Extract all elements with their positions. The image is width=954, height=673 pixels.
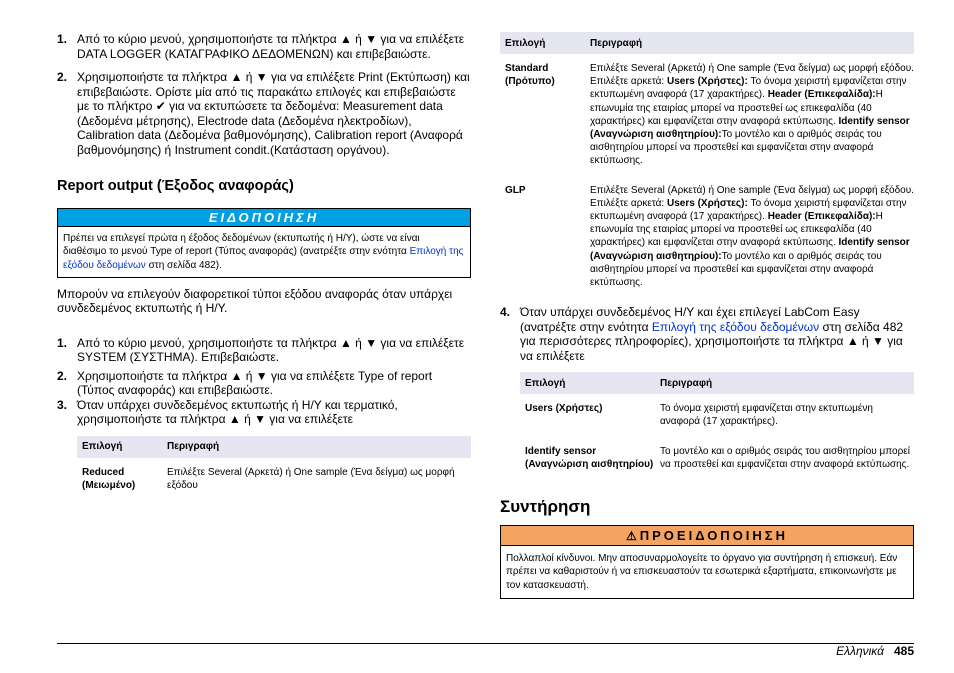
options-table-labcom bbox=[520, 372, 914, 479]
link-data-output[interactable]: Επιλογή της εξόδου δεδομένων bbox=[651, 319, 820, 334]
options-table-printer bbox=[500, 32, 914, 297]
step-number: 2. bbox=[57, 70, 68, 84]
left-column bbox=[57, 32, 471, 500]
notice-text: Πρέπει να επιλεγεί πρώτα η έξοδος δεδομένων (εκτυπωτής ή Η/Υ), ώστε να είναι διαθέσιμο το μενού Type of report (Τύπος αναφοράς) (ανατρέξτε στην ενότητα Επιλογή της εξόδου δεδομένων στη σελίδα 482). bbox=[63, 233, 464, 271]
step-text: Χρησιμοποιήστε τα πλήκτρα ▲ ή ▼ για να επιλέξετε Print (Εκτύπωση) και επιβεβαιώστε. Ορίστε μία από τις παρακάτω επιλογές και επιβεβαιώστε με το πλήκτρο ✔ για να εκτυπώσετε τα δεδομένα: Measurement data (Δεδομένα μέτρησης), Electrode data (Δεδομένα ηλεκτροδίων), Calibration data (Δεδομένα βαθμονόμησης), Calibration report (Αναφορά βαθμονόμησης) ή Instrument condit.(Κατάσταση οργάνου). bbox=[77, 70, 470, 157]
table-row bbox=[500, 54, 914, 176]
table-row bbox=[500, 176, 914, 298]
step-number: 3. bbox=[57, 397, 68, 412]
column-header: Περιγραφή bbox=[585, 32, 914, 54]
step-text: Χρησιμοποιήστε τα πλήκτρα ▲ ή ▼ για να επιλέξετε Type of report (Τύπος αναφοράς) και επιβεβαιώστε. bbox=[77, 368, 433, 398]
step-1b bbox=[57, 336, 471, 365]
step-4 bbox=[500, 305, 914, 363]
step-number: 1. bbox=[57, 32, 68, 46]
step-2b bbox=[57, 369, 471, 398]
option-name: Identify sensor (Αναγνώριση αισθητηρίου) bbox=[525, 445, 654, 470]
step-3b bbox=[57, 398, 471, 427]
table-row bbox=[520, 437, 914, 479]
step-text: Από το κύριο μενού, χρησιμοποιήστε τα πλήκτρα ▲ ή ▼ για να επιλέξετε SYSTEM (ΣΥΣΤΗΜΑ). Επιβεβαιώστε. bbox=[77, 335, 465, 365]
right-column bbox=[500, 32, 914, 599]
step-text: Όταν υπάρχει συνδεδεμένος Η/Υ και έχει επιλεγεί LabCom Easy (ανατρέξτε στην ενότητα Επιλογή της εξόδου δεδομένων στη σελίδα 482 για περισσότερες πληροφορίες), χρησιμοποιήστε τα πλήκτρα ▲ ή ▼ για να επιλέξετε bbox=[520, 305, 904, 363]
footer-language: Ελληνικά bbox=[836, 644, 884, 658]
column-header: Περιγραφή bbox=[162, 436, 471, 458]
table-header-row bbox=[520, 372, 914, 394]
table-header-row bbox=[500, 32, 914, 54]
step-number: 2. bbox=[57, 368, 68, 383]
option-description: Επιλέξτε Several (Αρκετά) ή One sample (Ένα δείγμα) ως μορφή εξόδου bbox=[167, 466, 455, 492]
option-name: Reduced (Μειωμένο) bbox=[82, 466, 136, 492]
option-description: Το μοντέλο και ο αριθμός σειράς του αισθητηρίου μπορεί να προστεθεί και εμφανίζεται στην αναφορά εκτύπωσης. bbox=[660, 445, 910, 470]
column-header: Επιλογή bbox=[520, 372, 655, 394]
table-header-row bbox=[77, 436, 471, 458]
notice-box bbox=[57, 208, 471, 278]
options-table-terminal bbox=[77, 436, 471, 500]
warning-header bbox=[501, 526, 913, 546]
link-data-output[interactable]: Επιλογή της εξόδου δεδομένων bbox=[63, 246, 464, 271]
table-row bbox=[520, 394, 914, 436]
section-title-report-output: Report output (Έξοδος αναφοράς) bbox=[57, 178, 294, 194]
warning-text: Πολλαπλοί κίνδυνοι. Μην αποσυναρμολογείτε το όργανο για συντήρηση ή επισκευή. Εάν πρέπει να καθαριστούν ή να επισκευαστούν τα εσωτερικά εξαρτήματα, επικοινωνήστε με τον κατασκευαστή. bbox=[506, 553, 898, 591]
notice-title: ΕΙΔΟΠΟΙΗΣΗ bbox=[58, 209, 470, 227]
option-description: Το όνομα χειριστή εμφανίζεται στην εκτυπωμένη αναφορά (17 χαρακτήρες). bbox=[660, 403, 873, 428]
step-number: 4. bbox=[500, 305, 511, 320]
intro-paragraph: Μπορούν να επιλεγούν διαφορετικοί τύποι εξόδου αναφοράς όταν υπάρχει συνδεδεμένος εκτυπωτής ή Η/Υ. bbox=[57, 286, 453, 316]
option-name: GLP bbox=[505, 184, 526, 196]
step-number: 1. bbox=[57, 335, 68, 350]
table-row bbox=[77, 458, 471, 500]
step-1a bbox=[57, 32, 471, 61]
step-text: Όταν υπάρχει συνδεδεμένος εκτυπωτής ή Η/Υ και τερματικό, χρησιμοποιήστε τα πλήκτρα ▲ ή ▼ για να επιλέξετε bbox=[77, 397, 398, 427]
footer-rule bbox=[57, 643, 914, 644]
column-header: Επιλογή bbox=[500, 32, 585, 54]
option-name: Standard (Πρότυπο) bbox=[505, 63, 555, 88]
step-text: Από το κύριο μενού, χρησιμοποιήστε τα πλήκτρα ▲ ή ▼ για να επιλέξετε DATA LOGGER (ΚΑΤΑΓΡΑΦΙΚΟ ΔΕΔΟΜΕΝΩΝ) και επιβεβαιώστε. bbox=[77, 32, 465, 61]
step-2a bbox=[57, 70, 471, 157]
warning-triangle-icon: ⚠ bbox=[625, 529, 637, 544]
page-footer bbox=[836, 644, 914, 658]
column-header: Περιγραφή bbox=[655, 372, 914, 394]
warning-title: ΠΡΟΕΙΔΟΠΟΙΗΣΗ bbox=[639, 528, 788, 544]
option-description: Επιλέξτε Several (Αρκετά) ή One sample (Ένα δείγμα) ως μορφή εξόδου. Επιλέξτε αρκετά: Users (Χρήστες): Το όνομα χειριστή εμφανίζεται στην εκτυπωμένη αναφορά (17 χαρακτήρες). Header (Επικεφαλίδα):Η επωνυμία της εταιρίας μπορεί να προστεθεί ως επικεφαλίδα (40 χαρακτήρες) και εμφανίζεται στην αναφορά εκτύπωσης. Identify sensor (Αναγνώριση αισθητηρίου):Το μοντέλο και ο αριθμός σειράς του αισθητηρίου μπορεί να προστεθεί και εμφανίζεται στην αναφορά εκτύπωσης. bbox=[590, 63, 914, 167]
page-number: 485 bbox=[893, 644, 914, 658]
option-name: Users (Χρήστες) bbox=[525, 403, 603, 415]
section-title-maintenance: Συντήρηση bbox=[500, 497, 591, 517]
column-header: Επιλογή bbox=[77, 436, 162, 458]
warning-box bbox=[500, 525, 914, 599]
option-description: Επιλέξτε Several (Αρκετά) ή One sample (Ένα δείγμα) ως μορφή εξόδου. Επιλέξτε αρκετά: Users (Χρήστες): Το όνομα χειριστή εμφανίζεται στην εκτυπωμένη αναφορά (17 χαρακτήρες). Header (Επικεφαλίδα):Η επωνυμία της εταιρίας μπορεί να προστεθεί ως επικεφαλίδα (40 χαρακτήρες) και εμφανίζεται στην αναφορά εκτύπωσης. Identify sensor (Αναγνώριση αισθητηρίου):Το μοντέλο και ο αριθμός σειράς του αισθητηρίου μπορεί να προστεθεί και εμφανίζεται στην αναφορά εκτύπωσης. bbox=[590, 184, 914, 289]
